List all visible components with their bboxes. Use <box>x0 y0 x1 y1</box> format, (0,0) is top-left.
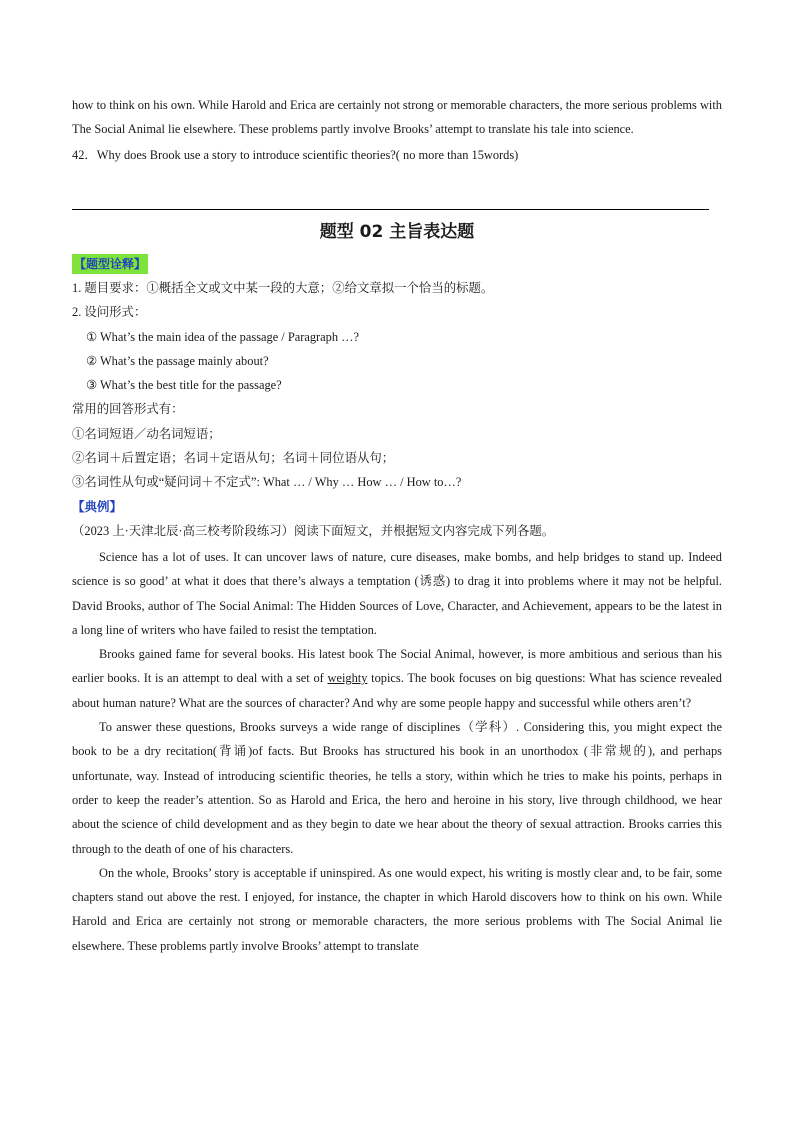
common-answer-heading: 常用的回答形式有： <box>72 402 184 417</box>
underlined-word: weighty <box>327 671 368 686</box>
section-title: 题型 02 主旨表达题 <box>319 222 475 242</box>
requirement-1: 1. 题目要求：①概括全文或文中某一段的大意；②给文章拟一个恰当的标题。 <box>72 281 494 295</box>
requirement-2: 2. 设问形式： <box>72 305 147 320</box>
passage-paragraph-2: Brooks gained fame for several books. His latest book The Social Animal, however, is more ambitious and serious than his earlier books. It is an attempt to deal with a set of weighty topics. The book focuses on big questions: What has science revealed about human nature? What are the sources of character? And why are some people happy and successful while others aren’t? <box>72 647 722 710</box>
horizontal-rule <box>72 209 709 210</box>
top-continuation <box>72 93 722 167</box>
question-form-2: ② What’s the passage mainly about? <box>86 353 269 368</box>
source-line: （2023 上·天津北辰·高三校考阶段练习）阅读下面短文，并根据短文内容完成下列各题。 <box>72 523 555 538</box>
question-42: 42．Why does Brook use a story to introduce scientific theories?( no more than 15words) <box>72 147 519 162</box>
answer-form-2: ②名词＋后置定语；名词＋定语从句；名词＋同位语从句； <box>72 451 395 466</box>
example-heading: 【典例】 <box>72 498 123 514</box>
passage-paragraph-4: On the whole, Brooks’ story is acceptable if uninspired. As one would expect, his writing is mostly clear and, to be fair, some chapters stand out above the rest. I enjoyed, for instance, the chapter in which Harold discovers how to think on his own. While Harold and Erica are certainly not strong or memorable characters, the more serious problems with The Social Animal lie elsewhere. These problems partly involve Brooks’ attempt to translate <box>72 865 722 953</box>
passage-paragraph-3: To answer these questions, Brooks surveys a wide range of disciplines（学科）. Considering this, you might expect the book to be a dry recitation(背诵)of facts. But Brooks has structured his book in an unorthodox (非常规的), and perhaps unfortunate, way. Instead of introducing scientific theories, he tells a story, within which he tries to make his points, perhaps in order to keep the reader’s attention. So as Harold and Erica, the hero and heroine in his story, live through childhood, we hear about the science of child development and as they begin to date we hear about the theory of sexual attraction. Brooks carries this through to the death of one of his characters. <box>72 720 722 856</box>
passage-paragraph-1: Science has a lot of uses. It can uncover laws of nature, cure diseases, make bombs, and help bridges to stand up. Indeed science is so good’ at what it does that there’s always a temptation (诱惑) to drag it into problems where it may not be helpful. David Brooks, author of The Social Animal: The Hidden Sources of Love, Character, and Achievement, appears to be the latest in a long line of writers who have failed to resist the temptation. <box>72 549 722 637</box>
question-form-1: ① What’s the main idea of the passage / Paragraph …? <box>86 329 360 344</box>
answer-form-1: ①名词短语／动名词短语； <box>72 426 221 441</box>
explain-badge: 【题型诠释】 <box>72 254 148 274</box>
question-form-3: ③ What’s the best title for the passage? <box>86 378 282 393</box>
answer-form-3: ③名词性从句或“疑问词＋不定式”: What … / Why … How … / How to…? <box>72 475 462 490</box>
section-body <box>72 252 722 958</box>
continued-paragraph: how to think on his own. While Harold and Erica are certainly not strong or memorable characters, the more serious problems with The Social Animal lie elsewhere. These problems partly involve Brooks’ attempt to translate his tale into science. <box>72 98 722 137</box>
